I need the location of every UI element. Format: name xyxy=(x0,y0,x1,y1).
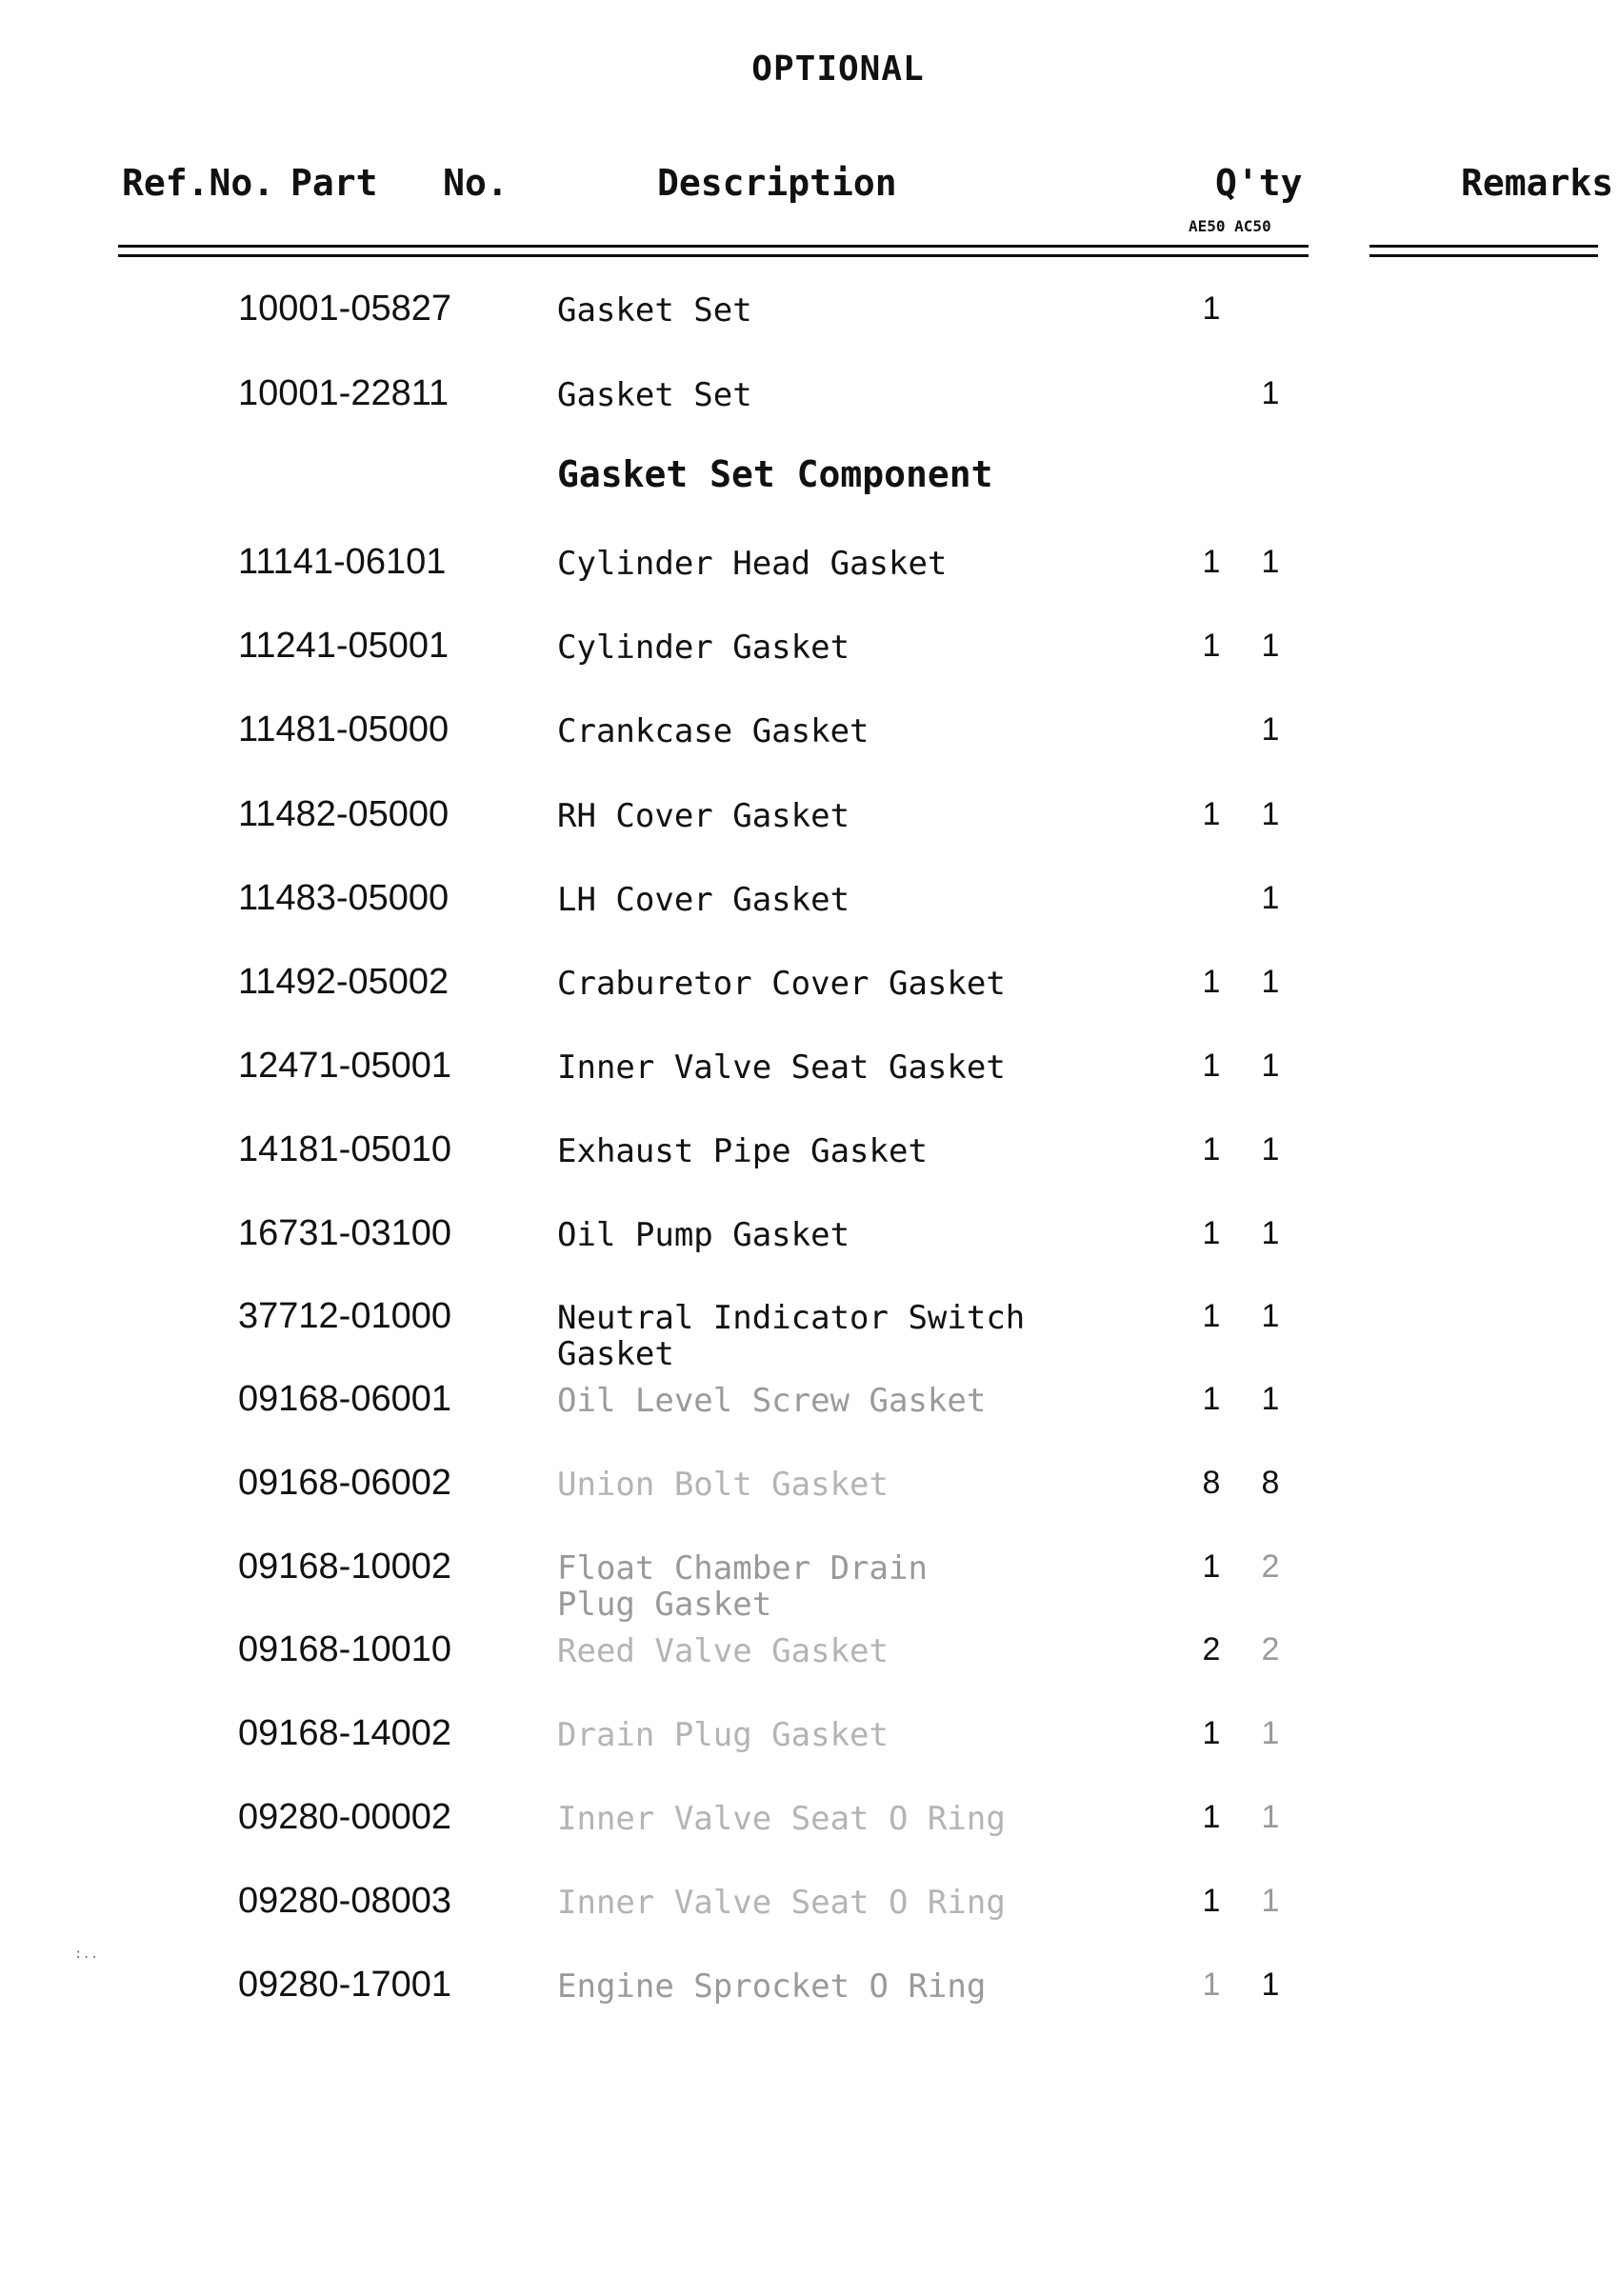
part-description: Union Bolt Gasket xyxy=(557,1466,889,1504)
qty-ae50: 1 xyxy=(1202,1131,1221,1168)
part-description: Oil Level Screw Gasket xyxy=(557,1382,987,1420)
header-rule-bottom xyxy=(118,254,1309,257)
qty-ac50: 1 xyxy=(1261,796,1280,832)
qty-ae50: 1 xyxy=(1202,544,1221,580)
table-row xyxy=(0,542,1619,626)
qty-ac50: 1 xyxy=(1261,880,1280,916)
header-rule-top xyxy=(118,245,1309,248)
qty-ae50: 1 xyxy=(1202,1381,1221,1417)
part-number: 09280-00002 xyxy=(238,1797,451,1837)
qty-ac50: 2 xyxy=(1261,1631,1280,1667)
remarks-rule-top xyxy=(1369,245,1598,248)
qty-ac50: 8 xyxy=(1261,1465,1280,1501)
header-qty-models: AE50 AC50 xyxy=(1189,217,1271,235)
part-description: Gasket Set xyxy=(557,291,752,329)
table-row xyxy=(0,289,1619,372)
scan-speck: :.. xyxy=(74,1947,99,1962)
header-ref-no: Ref.No. xyxy=(122,162,275,204)
part-description: Drain Plug Gasket xyxy=(557,1716,889,1754)
qty-ae50: 1 xyxy=(1202,1048,1221,1084)
header-remarks: Remarks xyxy=(1461,162,1614,204)
part-description: Neutral Indicator Switch Gasket xyxy=(557,1299,1026,1373)
part-description: Cylinder Gasket xyxy=(557,629,850,667)
part-number: 11492-05002 xyxy=(238,962,450,1002)
part-number: 10001-22811 xyxy=(238,373,450,413)
part-description: Exhaust Pipe Gasket xyxy=(557,1132,928,1170)
qty-ae50: 2 xyxy=(1202,1631,1221,1667)
table-row xyxy=(0,709,1619,793)
part-number: 10001-05827 xyxy=(238,289,451,329)
table-row xyxy=(0,1965,1619,2048)
part-number: 09168-06001 xyxy=(238,1379,451,1419)
table-row xyxy=(0,1547,1619,1630)
qty-ae50: 1 xyxy=(1202,964,1221,1000)
qty-ac50: 1 xyxy=(1261,628,1280,664)
qty-ac50: 1 xyxy=(1261,711,1280,748)
part-number: 11141-06101 xyxy=(238,542,447,582)
qty-ae50: 1 xyxy=(1202,1715,1221,1751)
table-row xyxy=(0,1463,1619,1547)
qty-ae50: 1 xyxy=(1202,290,1221,327)
part-description: Cylinder Head Gasket xyxy=(557,545,948,583)
qty-ac50: 1 xyxy=(1261,1048,1280,1084)
part-number: 09168-10002 xyxy=(238,1547,451,1587)
qty-ac50: 1 xyxy=(1261,1131,1280,1168)
table-row xyxy=(0,962,1619,1046)
part-number: 16731-03100 xyxy=(238,1213,451,1253)
page-title: OPTIONAL xyxy=(751,50,925,89)
part-number: 11241-05001 xyxy=(238,626,450,666)
part-description: Craburetor Cover Gasket xyxy=(557,965,1006,1003)
part-description: Inner Valve Seat O Ring xyxy=(557,1884,1006,1922)
qty-ac50: 1 xyxy=(1261,1883,1280,1919)
part-number: 12471-05001 xyxy=(238,1046,451,1086)
qty-ae50: 8 xyxy=(1202,1465,1221,1501)
remarks-rule-bottom xyxy=(1369,254,1598,257)
part-number: 11483-05000 xyxy=(238,878,450,918)
part-description: Gasket Set xyxy=(557,376,752,414)
part-description: LH Cover Gasket xyxy=(557,881,850,919)
qty-ae50: 1 xyxy=(1202,1883,1221,1919)
table-row xyxy=(0,626,1619,709)
qty-ae50: 1 xyxy=(1202,628,1221,664)
part-description: Oil Pump Gasket xyxy=(557,1216,850,1254)
part-number: 11482-05000 xyxy=(238,794,450,834)
table-row xyxy=(0,794,1619,878)
qty-ac50: 1 xyxy=(1261,544,1280,580)
qty-ac50: 1 xyxy=(1261,375,1280,411)
qty-ae50: 1 xyxy=(1202,1215,1221,1251)
qty-ac50: 1 xyxy=(1261,1799,1280,1835)
table-row xyxy=(0,1046,1619,1129)
part-description: Float Chamber Drain Plug Gasket xyxy=(557,1549,928,1624)
table-row xyxy=(0,1379,1619,1463)
qty-ac50: 1 xyxy=(1261,1715,1280,1751)
qty-ac50: 1 xyxy=(1261,1215,1280,1251)
part-number: 09280-08003 xyxy=(238,1881,451,1921)
table-row xyxy=(0,1129,1619,1213)
header-qty: Q'ty xyxy=(1215,162,1303,204)
part-description: Crankcase Gasket xyxy=(557,712,869,750)
qty-ae50: 1 xyxy=(1202,796,1221,832)
part-number: 14181-05010 xyxy=(238,1129,451,1169)
part-number: 09168-10010 xyxy=(238,1629,451,1669)
table-row xyxy=(0,1881,1619,1965)
table-section-row xyxy=(0,453,1619,540)
qty-ae50: 1 xyxy=(1202,1967,1221,2003)
section-heading: Gasket Set Component xyxy=(557,453,993,495)
part-number: 09168-06002 xyxy=(238,1463,451,1503)
qty-ac50: 1 xyxy=(1261,964,1280,1000)
part-description: Inner Valve Seat Gasket xyxy=(557,1048,1006,1087)
qty-ae50: 1 xyxy=(1202,1799,1221,1835)
part-number: 09280-17001 xyxy=(238,1965,451,2005)
qty-ae50: 1 xyxy=(1202,1548,1221,1585)
part-number: 37712-01000 xyxy=(238,1296,451,1336)
qty-ac50: 1 xyxy=(1261,1381,1280,1417)
table-row xyxy=(0,373,1619,457)
part-description: Engine Sprocket O Ring xyxy=(557,1967,987,2006)
part-description: RH Cover Gasket xyxy=(557,797,850,835)
table-row xyxy=(0,1713,1619,1797)
qty-ae50: 1 xyxy=(1202,1298,1221,1334)
qty-ac50: 1 xyxy=(1261,1298,1280,1334)
part-description: Reed Valve Gasket xyxy=(557,1632,889,1670)
header-description: Description xyxy=(657,162,897,204)
table-row xyxy=(0,1629,1619,1713)
header-part-no: Part No. xyxy=(290,162,509,204)
table-row xyxy=(0,878,1619,962)
part-number: 09168-14002 xyxy=(238,1713,451,1753)
part-number: 11481-05000 xyxy=(238,709,450,749)
table-row xyxy=(0,1296,1619,1380)
table-row xyxy=(0,1797,1619,1881)
part-description: Inner Valve Seat O Ring xyxy=(557,1800,1006,1838)
qty-ac50: 2 xyxy=(1261,1548,1280,1585)
qty-ac50: 1 xyxy=(1261,1967,1280,2003)
table-row xyxy=(0,1213,1619,1297)
